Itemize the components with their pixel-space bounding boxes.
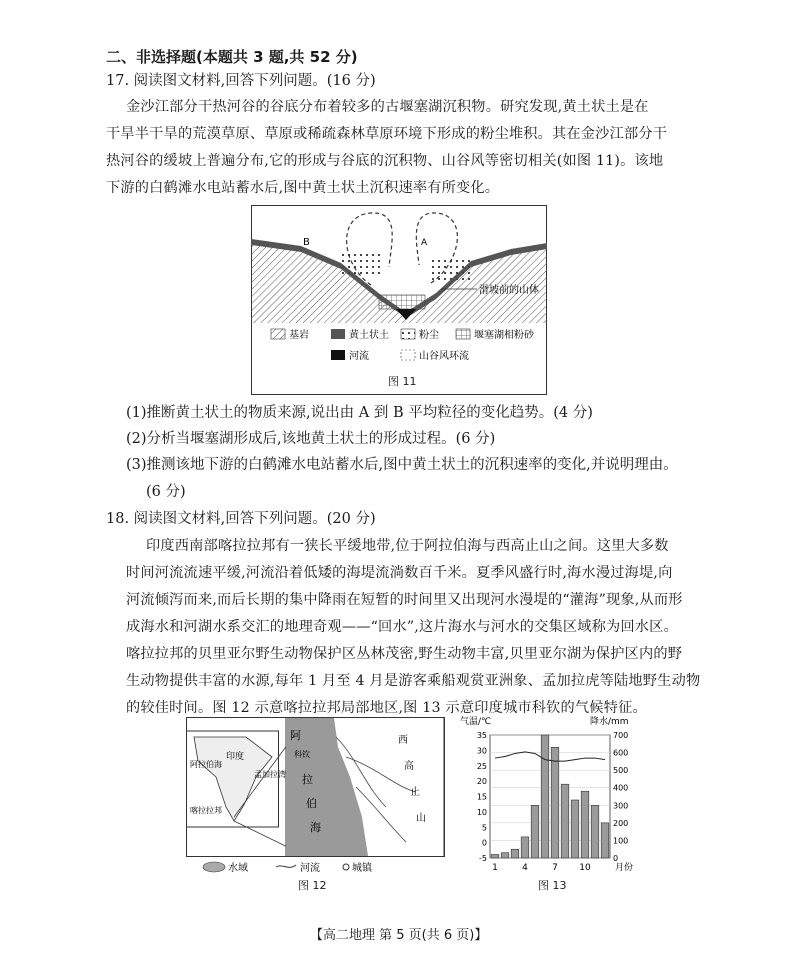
chart-ytick-left: 5: [481, 823, 487, 833]
chart-xtick: 7: [552, 863, 558, 873]
chart-bar-precip: [541, 735, 549, 858]
chart-bar-precip: [511, 849, 519, 858]
q18-para-line: 时间河流流速平缓,河流沿着低矮的海堤流淌数百千米。夏季风盛行时,海水漫过海堤,向: [126, 565, 673, 581]
chart-ytick-left: 30: [476, 746, 487, 756]
legend-water-label: 水域: [228, 863, 248, 874]
label-b: B: [303, 237, 310, 248]
chart-bar-precip: [521, 837, 529, 858]
chart-bar-precip: [571, 800, 579, 858]
figure-13-caption: 图 13: [538, 879, 567, 892]
q17-subquestion-3-score: (6 分): [146, 484, 186, 500]
q17-para-line: 下游的白鹤滩水电站蓄水后,图中黄土状土沉积速率有所变化。: [106, 180, 500, 196]
legend-town-label: 城镇: [352, 863, 372, 874]
legend-dust-label: 粉尘: [419, 330, 439, 341]
chart-ytick-left: 25: [476, 761, 487, 771]
chart-ytick-left: 15: [476, 792, 487, 802]
legend-silt-swatch: [456, 329, 470, 339]
q17-title: 17. 阅读图文材料,回答下列问题。(16 分): [106, 73, 376, 89]
main-label-arabian-sea-4: 海: [310, 821, 321, 834]
main-label-western-ghats-1: 西: [398, 735, 408, 746]
chart-ytick-left: 35: [476, 731, 487, 740]
legend-bedrock-label: 基岩: [289, 330, 309, 341]
chart-ytick-right: 300: [613, 801, 629, 811]
q17-subquestion-1: (1)推断黄土状土的物质来源,说出由 A 到 B 平均粒径的变化趋势。(4 分): [126, 405, 593, 421]
chart-bar-precip: [591, 805, 599, 858]
q17-para-line: 金沙江部分干热河谷的谷底分布着较多的古堰塞湖沉积物。研究发现,黄土状土是在: [126, 99, 649, 115]
legend-loess-label: 黄土状土: [349, 330, 389, 341]
chart-ytick-left: 0: [481, 838, 487, 848]
label-a: A: [421, 238, 428, 248]
chart-ytick-right: 500: [613, 766, 629, 776]
q17-para-line: 热河谷的缓坡上普遍分布,它的形成与谷底的沉积物、山谷风等密切相关(如图 11)。该地: [106, 153, 664, 169]
inset-label-bay-of-bengal: 孟加拉湾: [254, 770, 286, 779]
chart-ytick-right: 700: [613, 731, 629, 740]
chart-bar-precip: [561, 784, 569, 858]
page-footer: 【高二地理 第 5 页(共 6 页)】: [310, 928, 488, 943]
legend-river-label: 河流: [300, 863, 320, 874]
legend-river-label: 河流: [349, 351, 369, 362]
legend-dust-swatch: [401, 329, 415, 339]
main-label-western-ghats-4: 山: [416, 813, 426, 824]
chart-ytick-right: 100: [613, 836, 629, 846]
q17-subquestion-2: (2)分析当堰塞湖形成后,该地黄土状土的形成过程。(6 分): [126, 431, 496, 447]
q18-para-line: 喀拉拉邦的贝里亚尔野生动物保护区丛林茂密,野生动物丰富,贝里亚尔湖为保护区内的野: [126, 646, 683, 662]
figure-12-map: [186, 717, 446, 877]
chart-xtick: 月份: [614, 863, 634, 873]
q18-para-line: 成海水和河湖水系交汇的地理奇观——“回水”,这片海水与河水的交集区域称为回水区。: [126, 619, 678, 635]
chart-bar-precip: [581, 791, 589, 858]
chart-ytick-right: 0: [613, 854, 619, 863]
figure-11-valley-diagram: [251, 205, 547, 395]
chart-ytick-right: 200: [613, 818, 629, 828]
chart-ytick-left: 10: [476, 807, 487, 817]
section-heading: 二、非选择题(本题共 3 题,共 52 分): [106, 48, 358, 66]
chart-ytick-left: -5: [479, 854, 487, 863]
legend-bedrock-swatch: [271, 329, 285, 339]
q18-para-line: 的较佳时间。图 12 示意喀拉拉邦局部地区,图 13 示意印度城市科钦的气候特征。: [126, 700, 647, 716]
legend-water-swatch: [203, 862, 225, 872]
figure-12-caption: 图 12: [298, 879, 327, 892]
chart-ytick-right: 600: [613, 748, 629, 758]
chart-ytick-left: 20: [476, 777, 487, 787]
figure-11-caption: 图 11: [388, 375, 417, 388]
lake-silt-deposit: [379, 295, 425, 309]
q18-title: 18. 阅读图文材料,回答下列问题。(20 分): [106, 511, 376, 527]
figure-13-climate-chart: [460, 715, 650, 877]
dust-deposit-left: [341, 250, 381, 278]
legend-silt-label: 堰塞湖相粉砂: [474, 330, 534, 341]
chart-ytick-right: 400: [613, 783, 629, 793]
chart-bar-precip: [491, 854, 499, 858]
main-label-arabian-sea-2: 拉: [302, 773, 313, 786]
main-label-arabian-sea-1: 阿: [290, 729, 301, 742]
q17-para-line: 干旱半干旱的荒漠草原、草原或稀疏森林草原环境下形成的粉尘堆积。其在金沙江部分干: [106, 126, 668, 142]
chart-xtick: 10: [579, 863, 591, 873]
main-label-arabian-sea-3: 伯: [306, 797, 317, 810]
q17-subquestion-3: (3)推测该地下游的白鹤滩水电站蓄水后,图中黄土状土的沉积速率的变化,并说明理由。: [126, 457, 678, 473]
chart-ylabel-left: 气温/℃: [460, 717, 492, 727]
q18-para-line: 河流倾泻而来,而后长期的集中降雨在短暂的时间里又出现河水漫堤的“灌海”现象,从而形: [126, 592, 683, 608]
inset-label-india: 印度: [226, 752, 245, 762]
q18-para-line: 生动物提供丰富的水源,每年 1 月至 4 月是游客乘船观赏亚洲象、孟加拉虎等陆地野生动物: [126, 673, 701, 689]
chart-bar-precip: [551, 747, 559, 858]
main-label-western-ghats-2: 高: [404, 761, 414, 772]
legend-river-swatch: [276, 865, 296, 867]
legend-wind-label: 山谷风环流: [419, 351, 469, 362]
chart-bar-precip: [531, 805, 539, 858]
callout-label: 滑坡前的山体: [479, 285, 539, 296]
q18-para-line: 印度西南部喀拉拉邦有一狭长平缓地带,位于阿拉伯海与西高止山之间。这里大多数: [146, 538, 669, 554]
legend-loess-swatch: [331, 329, 345, 339]
inset-label-arabian-sea: 阿拉伯海: [190, 760, 222, 769]
chart-xtick: 4: [522, 863, 528, 873]
chart-ylabel-right: 降水/mm: [590, 717, 629, 727]
legend-river-swatch: [331, 350, 345, 360]
chart-bar-precip: [601, 823, 609, 858]
chart-xtick: 1: [492, 863, 498, 873]
inset-label-kerala: 喀拉拉邦: [190, 806, 222, 815]
main-label-western-ghats-3: 止: [410, 787, 420, 798]
chart-bar-precip: [501, 853, 509, 858]
main-label-kochi: 科钦: [294, 750, 310, 759]
legend-town-swatch: [343, 864, 349, 870]
